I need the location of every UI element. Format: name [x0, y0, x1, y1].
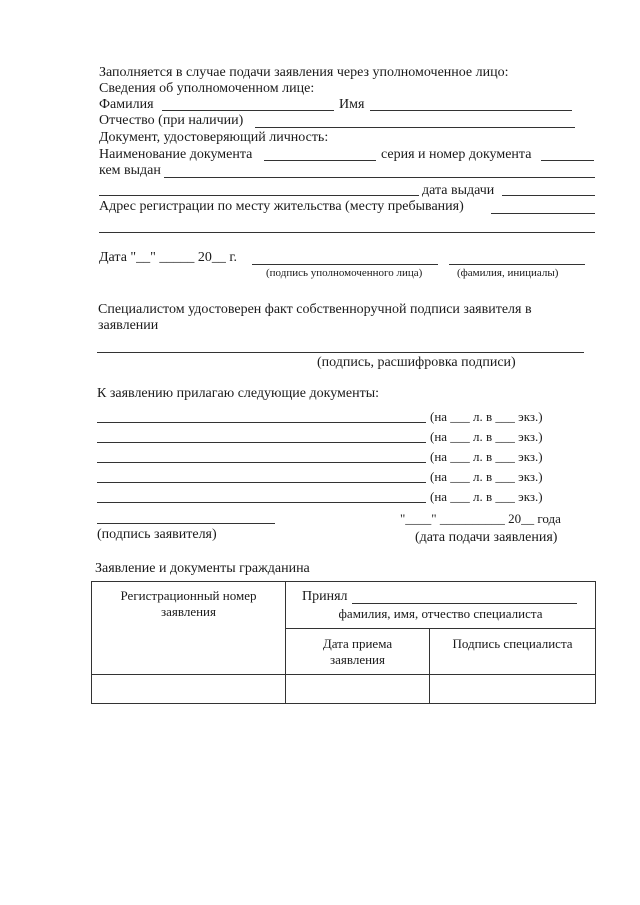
applicant-signature-field[interactable] [97, 523, 275, 524]
reg-number-cell[interactable] [92, 675, 285, 702]
attachment-count-1: (на ___ л. в ___ экз.) [430, 409, 543, 424]
proxy-signature-field[interactable] [252, 264, 438, 265]
specialist-signature-cell[interactable] [430, 675, 594, 702]
patronymic-field[interactable] [255, 127, 575, 128]
attachment-field-1[interactable] [97, 422, 426, 423]
reg-number-header-2: заявления [160, 604, 216, 619]
name-label: Имя [339, 97, 365, 112]
intro-line-2: Сведения об уполномоченном лице: [99, 81, 315, 96]
applicant-signature-caption: (подпись заявителя) [97, 527, 217, 542]
attachment-field-3[interactable] [97, 462, 426, 463]
issue-date-label: дата выдачи [422, 183, 495, 198]
certification-caption: (подпись, расшифровка подписи) [317, 355, 516, 370]
submission-date-caption: (дата подачи заявления) [415, 530, 558, 545]
certification-line-1: Специалистом удостоверен факт собственноручной подписи заявителя в [98, 302, 532, 317]
proxy-name-caption: (фамилия, инициалы) [457, 267, 559, 279]
attachment-count-4: (на ___ л. в ___ экз.) [430, 469, 543, 484]
proxy-signature-caption: (подпись уполномоченного лица) [266, 267, 423, 279]
attachment-count-2: (на ___ л. в ___ экз.) [430, 429, 543, 444]
receipt-date-cell[interactable] [286, 675, 429, 702]
attachment-field-5[interactable] [97, 502, 426, 503]
attachment-count-5: (на ___ л. в ___ экз.) [430, 489, 543, 504]
series-field[interactable] [541, 160, 594, 161]
id-doc-label: Документ, удостоверяющий личность: [99, 130, 329, 145]
surname-field[interactable] [162, 110, 334, 111]
date-label: Дата "__" _____ 20__ г. [99, 250, 237, 265]
address-label: Адрес регистрации по месту жительства (месту пребывания) [99, 199, 464, 214]
attachment-count-3: (на ___ л. в ___ экз.) [430, 449, 543, 464]
surname-label: Фамилия [99, 97, 154, 112]
certification-signature-field[interactable] [97, 352, 584, 353]
attachment-field-4[interactable] [97, 482, 426, 483]
specialist-name-field[interactable] [352, 603, 577, 604]
receipt-date-header-1: Дата приема [322, 636, 393, 651]
intro-line-1: Заполняется в случае подачи заявления через уполномоченное лицо: [99, 65, 509, 80]
doc-name-label: Наименование документа [99, 147, 253, 162]
submission-date-field[interactable]: "____" __________ 20__ года [400, 511, 561, 526]
attachment-field-2[interactable] [97, 442, 426, 443]
table-heading: Заявление и документы гражданина [95, 561, 310, 576]
receipt-date-header-2: заявления [329, 652, 385, 667]
patronymic-label: Отчество (при наличии) [99, 113, 244, 128]
issued-by-field-2[interactable] [99, 195, 419, 196]
reg-number-header-1: Регистрационный номер [120, 588, 257, 603]
address-field-2[interactable] [99, 232, 595, 233]
certification-line-2: заявлении [98, 318, 159, 333]
issued-by-field[interactable] [164, 177, 595, 178]
issue-date-field[interactable] [502, 195, 595, 196]
attachments-heading: К заявлению прилагаю следующие документы: [97, 386, 380, 401]
accepted-label: Принял [302, 589, 348, 604]
issued-by-label: кем выдан [99, 163, 161, 178]
proxy-name-field[interactable] [449, 264, 585, 265]
series-label: серия и номер документа [381, 147, 532, 162]
name-field[interactable] [370, 110, 572, 111]
doc-name-field[interactable] [264, 160, 376, 161]
specialist-signature-header: Подпись специалиста [452, 636, 573, 651]
address-field[interactable] [491, 213, 595, 214]
specialist-caption: фамилия, имя, отчество специалиста [338, 606, 543, 621]
